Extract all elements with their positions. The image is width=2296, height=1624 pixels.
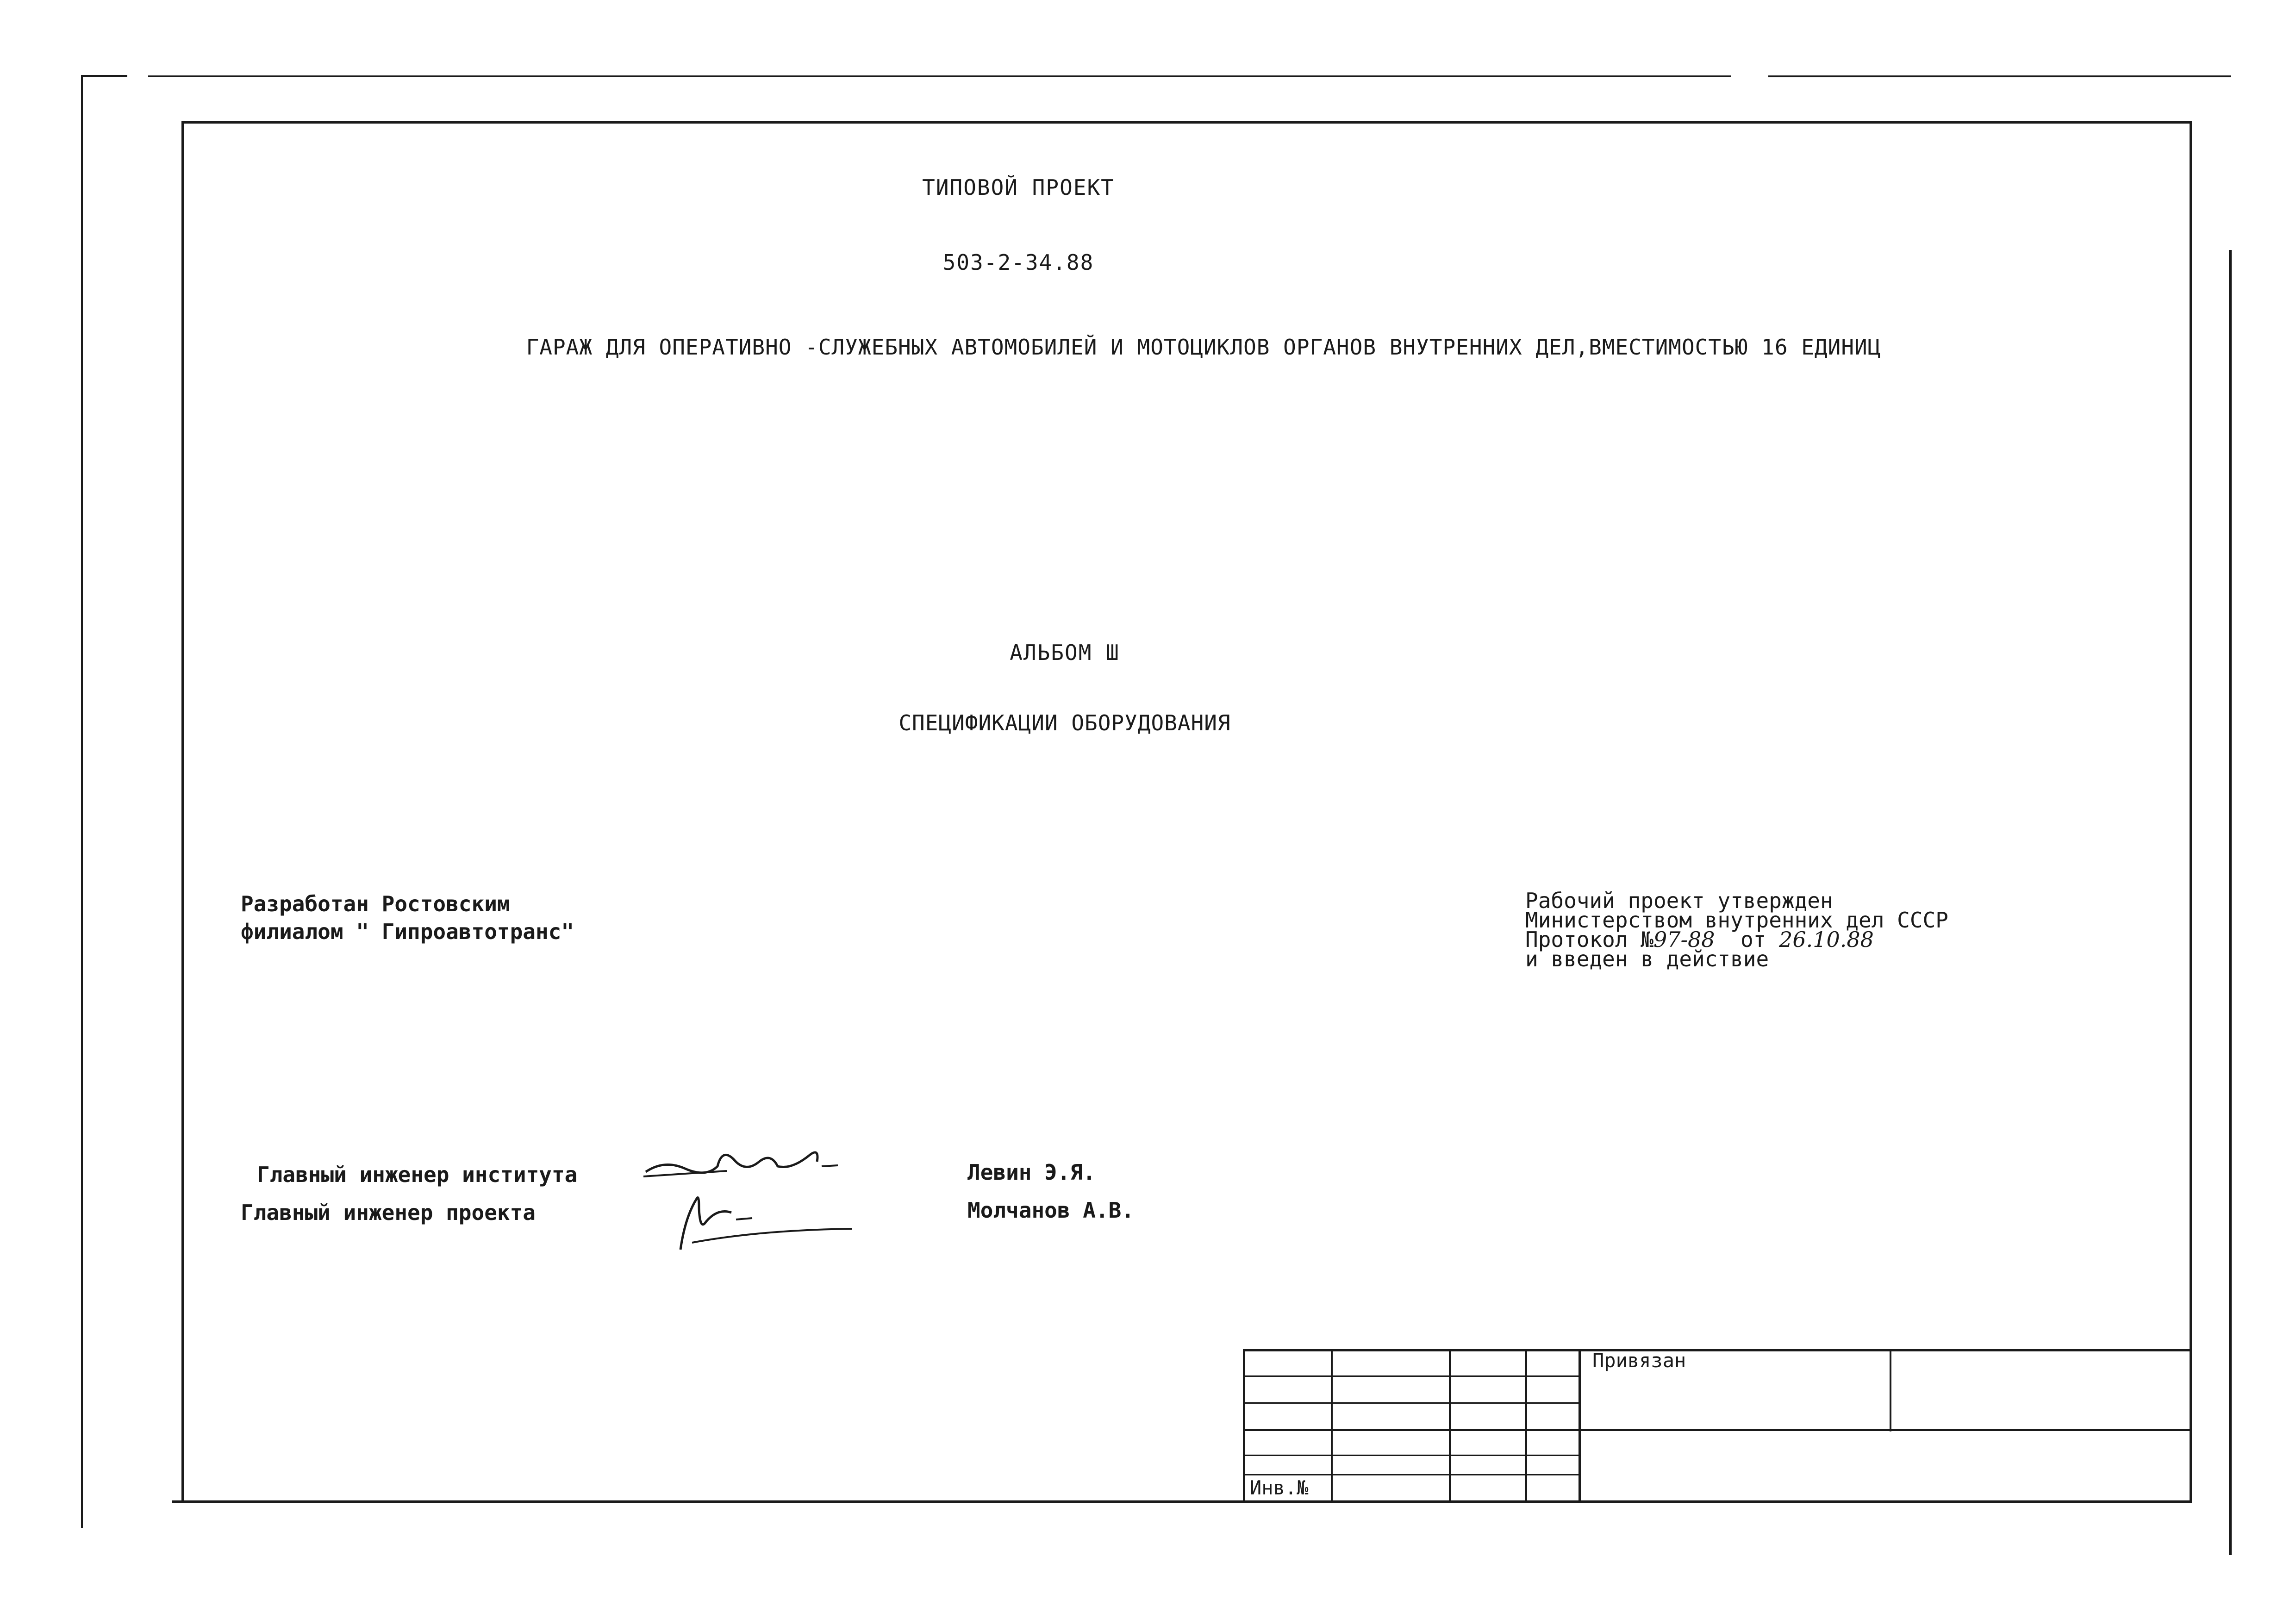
stamp-col-1 bbox=[1331, 1349, 1333, 1502]
outer-frame-left bbox=[81, 75, 83, 1528]
stamp-row-1 bbox=[1243, 1375, 1580, 1377]
developer-line-1: Разработан Ростовским bbox=[241, 891, 510, 916]
approval-block bbox=[1525, 888, 2127, 971]
signature-role-2: Главный инженер проекта bbox=[241, 1200, 536, 1225]
stamp-linked-label: Привязан bbox=[1592, 1349, 1686, 1372]
protocol-date: 26.10.88 bbox=[1779, 927, 1874, 952]
stamp-row-4 bbox=[1243, 1455, 1580, 1456]
approval-line-1: Рабочий проект утвержден bbox=[1525, 888, 1833, 913]
date-prefix: от bbox=[1740, 927, 1766, 952]
handwritten-signature-1 bbox=[639, 1134, 847, 1189]
type-label: ТИПОВОЙ ПРОЕКТ bbox=[922, 175, 1115, 200]
approval-line-2: Министерством внутренних дел СССР bbox=[1525, 908, 1948, 933]
stamp-col-4 bbox=[1578, 1349, 1581, 1502]
inner-frame-left bbox=[181, 121, 184, 1503]
inner-frame-bottom bbox=[172, 1500, 2192, 1503]
stamp-col-5 bbox=[1890, 1349, 1891, 1431]
signature-role-1: Главный инженер института bbox=[257, 1162, 578, 1187]
stamp-top bbox=[1243, 1349, 2192, 1351]
stamp-row-2 bbox=[1243, 1402, 1580, 1404]
stamp-left bbox=[1243, 1349, 1245, 1502]
protocol-prefix: Протокол № bbox=[1525, 927, 1653, 952]
stamp-col-2 bbox=[1449, 1349, 1451, 1502]
project-title: ГАРАЖ ДЛЯ ОПЕРАТИВНО -СЛУЖЕБНЫХ АВТОМОБИЛЕЙ И МОТОЦИКЛОВ ОРГАНОВ ВНУТРЕННИХ ДЕЛ,ВМЕСТИМОСТЬЮ 16 ЕДИНИЦ bbox=[526, 335, 1881, 360]
outer-frame-top-left bbox=[81, 75, 127, 77]
signature-name-1: Левин Э.Я. bbox=[967, 1160, 1096, 1185]
signature-name-2: Молчанов А.В. bbox=[967, 1198, 1135, 1223]
developer-line-2: филиалом " Гипроавтотранс" bbox=[241, 919, 574, 944]
stamp-row-3 bbox=[1243, 1429, 2192, 1431]
outer-frame-right bbox=[2229, 250, 2232, 1555]
project-number: 503-2-34.88 bbox=[942, 250, 1094, 275]
handwritten-signature-2 bbox=[667, 1185, 861, 1259]
album-label: АЛЬБОМ Ш bbox=[1010, 640, 1120, 665]
stamp-col-3 bbox=[1525, 1349, 1527, 1502]
stamp-inv-label: Инв.№ bbox=[1250, 1476, 1309, 1499]
protocol-number: 97-88 bbox=[1653, 927, 1715, 952]
outer-frame-top-right bbox=[1768, 75, 2231, 77]
outer-frame-top bbox=[148, 75, 1731, 77]
inner-frame-right bbox=[2190, 121, 2192, 1503]
stamp-row-5 bbox=[1243, 1474, 1580, 1475]
inner-frame-top bbox=[181, 121, 2191, 124]
album-subtitle: СПЕЦИФИКАЦИИ ОБОРУДОВАНИЯ bbox=[898, 710, 1231, 735]
approval-line-4: и введен в действие bbox=[1525, 946, 1769, 971]
